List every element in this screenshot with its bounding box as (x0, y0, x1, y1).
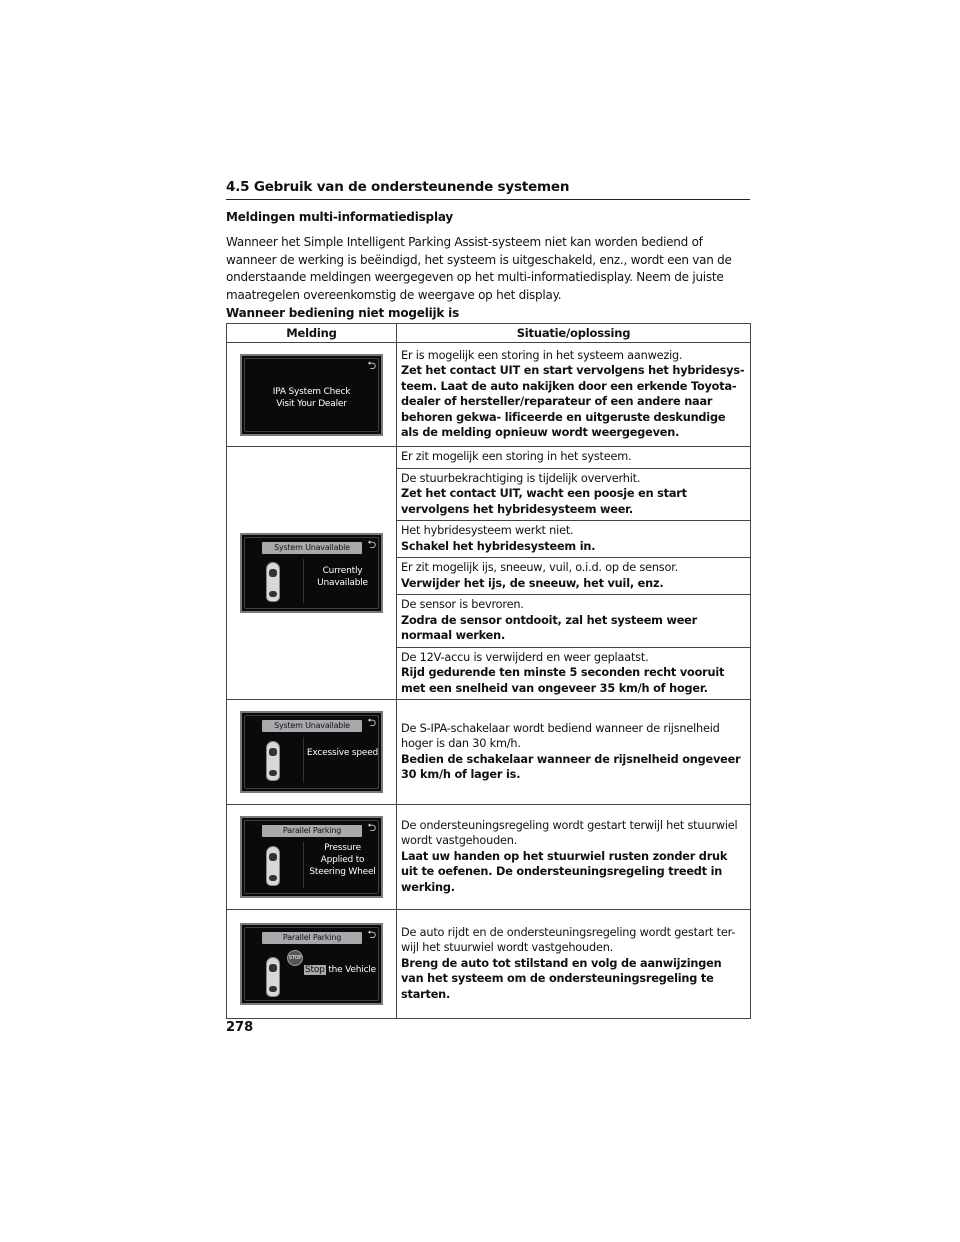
display-system-unavailable (240, 533, 383, 613)
display-message (306, 842, 379, 878)
display-stop-word: Stop (305, 965, 325, 975)
solution-cell (397, 343, 751, 447)
display-line: Steering Wheel (309, 867, 376, 877)
message-table (226, 323, 751, 1019)
situation-text: De auto rijdt en de ondersteuningsregeling wordt gestart ter- wijl het stuurwiel wordt vastgehouden. (401, 925, 736, 955)
solution-cell (397, 595, 751, 648)
solution-cell (397, 447, 751, 469)
situation-text: De stuurbekrachtiging is tijdelijk oververhit. (401, 471, 641, 485)
situation-text: De ondersteuningsregeling wordt gestart terwijl het stuurwiel wordt vastgehouden. (401, 818, 738, 848)
display-message (308, 565, 377, 589)
display-stop-vehicle (240, 923, 383, 1005)
table-row (227, 910, 751, 1019)
display-cell (227, 910, 397, 1019)
solution-text: Zodra de sensor ontdooit, zal het systeem weer normaal werken. (401, 613, 697, 642)
solution-text: Schakel het hybridesysteem in. (401, 539, 596, 553)
display-line: Unavailable (317, 578, 368, 588)
solution-text: Rijd gedurende ten minste 5 seconden recht vooruit met een snelheid van ongeveer 35 km/h of hoger. (401, 666, 725, 695)
solution-text: Laat uw handen op het stuurwiel rusten zonder druk uit te oefenen. De ondersteuningsregeling treedt in werking. (401, 849, 728, 894)
solution-text: Breng de auto tot stilstand en volg de aanwijzingen van het systeem om de ondersteuningsregeling te starten. (401, 956, 722, 1001)
stop-sign-icon: STOP (287, 950, 303, 966)
solution-text: Zet het contact UIT, wacht een poosje en start vervolgens het hybridesysteem weer. (401, 487, 687, 516)
display-pressure-steering (240, 816, 383, 898)
display-cell (227, 447, 397, 700)
return-arrow-icon: ⮌ (367, 358, 376, 372)
display-line: Excessive speed (306, 748, 379, 758)
car-topview-icon (266, 741, 280, 781)
display-line: Pressure (324, 843, 361, 853)
car-topview-icon (266, 957, 280, 997)
display-header: Parallel Parking (262, 825, 362, 837)
table-row (227, 343, 751, 447)
situation-text: Er zit mogelijk ijs, sneeuw, vuil, o.i.d. op de sensor. (401, 561, 678, 574)
display-line: Visit Your Dealer (276, 398, 347, 409)
display-line: the Vehicle (325, 965, 376, 975)
return-arrow-icon: ⮌ (367, 821, 376, 834)
display-message (306, 747, 379, 759)
page-number: 278 (226, 1020, 254, 1035)
display-ipa-system-check (240, 354, 383, 436)
section-title: 4.5 Gebruik van de ondersteunende systemen (226, 179, 570, 195)
car-topview-icon (266, 846, 280, 886)
situation-text: De S-IPA-schakelaar wordt bediend wanneer de rijsnelheid hoger is dan 30 km/h. (401, 721, 720, 750)
car-topview-icon (266, 562, 280, 602)
situation-text: De sensor is bevroren. (401, 598, 524, 611)
display-header: System Unavailable (262, 720, 362, 732)
solution-text: Verwijder het ijs, de sneeuw, het vuil, enz. (401, 576, 664, 590)
table-header-row (227, 324, 751, 343)
display-line: IPA System Check (272, 386, 351, 397)
solution-cell (397, 558, 751, 595)
display-header: System Unavailable (262, 542, 362, 554)
section-divider (226, 199, 750, 200)
situation-text: Het hybridesysteem werkt niet. (401, 524, 574, 537)
display-cell (227, 805, 397, 910)
return-arrow-icon: ⮌ (367, 538, 376, 551)
solution-cell (397, 805, 751, 910)
col-header-melding: Melding (227, 324, 397, 343)
solution-cell (397, 700, 751, 805)
subheading: Meldingen multi-informatiedisplay (226, 210, 454, 224)
table-row (227, 700, 751, 805)
solution-text: Bedien de schakelaar wanneer de rijsnelheid ongeveer 30 km/h of lager is. (401, 752, 741, 781)
display-header: Parallel Parking (262, 932, 362, 944)
display-line: Applied to (320, 855, 365, 865)
display-message (242, 386, 381, 410)
table-row (227, 447, 751, 469)
display-excessive-speed (240, 711, 383, 793)
solution-text: Zet het contact UIT en start vervolgens het hybridesys- teem. Laat de auto nakijken door een erkende Toyota-dealer of hersteller/reparateur of een andere naar behoren gekwa- lificeerde en uitgeruste deskundige als de melding opnieuw wordt weergegeven. (401, 364, 745, 439)
solution-cell (397, 468, 751, 521)
solution-cell (397, 521, 751, 558)
situation-text: Er is mogelijk een storing in het systeem aanwezig. (401, 348, 683, 362)
table-title: Wanneer bediening niet mogelijk is (226, 306, 460, 320)
display-line: Currently (322, 566, 363, 576)
solution-cell (397, 910, 751, 1019)
situation-text: Er zit mogelijk een storing in het systeem. (401, 450, 632, 463)
col-header-situatie: Situatie/oplossing (397, 324, 751, 343)
situation-text: De 12V-accu is verwijderd en weer geplaatst. (401, 650, 649, 664)
return-arrow-icon: ⮌ (367, 716, 376, 729)
display-cell (227, 343, 397, 447)
table-row (227, 805, 751, 910)
intro-paragraph: Wanneer het Simple Intelligent Parking Assist-systeem niet kan worden bediend of wanneer de werking is beëindigd, het systeem is uitgeschakeld, enz., wordt een van de onderstaande meldingen weergegeven op het multi-informatiedisplay. Neem de juiste maatregelen overeenkomstig de weergave op het display. (226, 235, 732, 302)
display-cell (227, 700, 397, 805)
display-message (304, 964, 379, 976)
solution-cell (397, 647, 751, 700)
return-arrow-icon: ⮌ (367, 928, 376, 941)
